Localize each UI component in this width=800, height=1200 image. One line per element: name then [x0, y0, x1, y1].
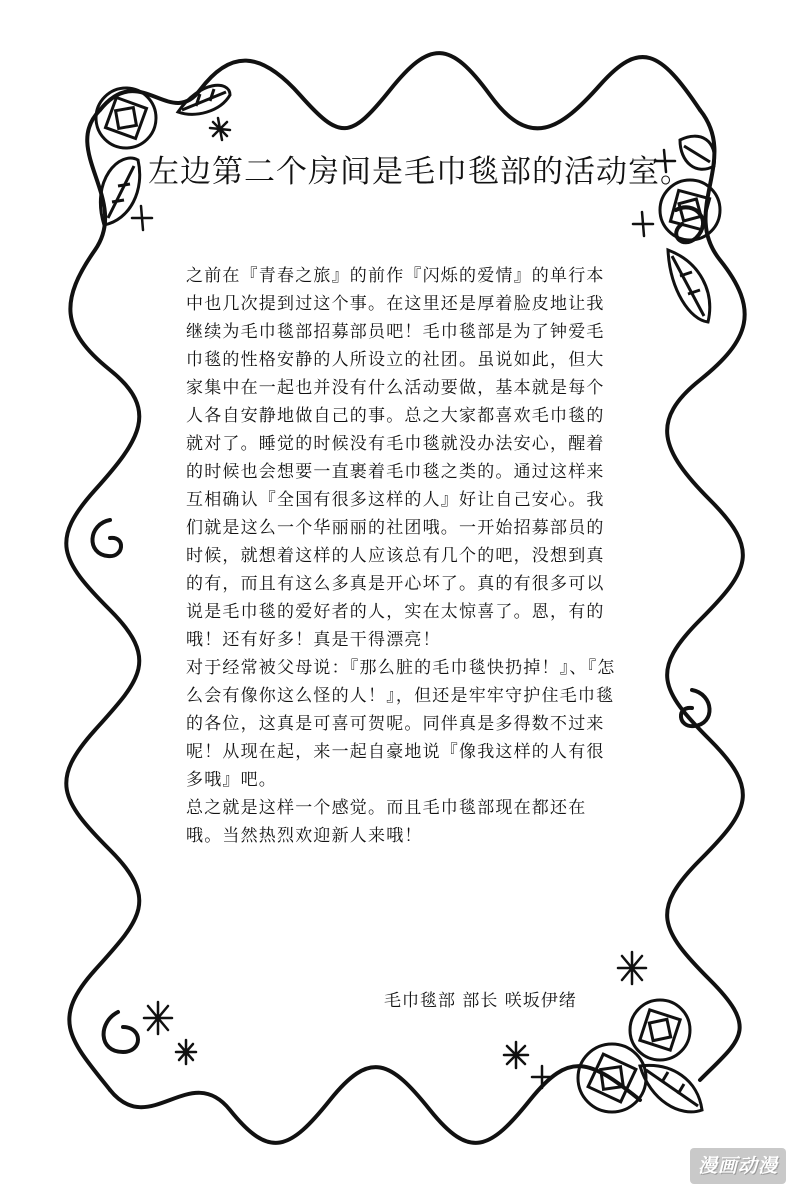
paragraph: 之前在『青春之旅』的前作『闪烁的爱情』的单行本中也几次提到过这个事。在这里还是厚着脸皮地让我继续为毛巾毯部招募部员吧！毛巾毯部是为了钟爱毛巾毯的性格安静的人所设立的社团。虽说如此，但大家集中在一起也并没有什么活动要做，基本就是每个人各自安静地做自己的事。总之大家都喜欢毛巾毯的就对了。睡觉的时候没有毛巾毯就没办法安心，醒着的时候也会想要一直裹着毛巾毯之类的。通过这样来互相确认『全国有很多这样的人』好让自己安心。我们就是这么一个华丽丽的社团哦。一开始招募部员的时候，就想着这样的人应该总有几个的吧，没想到真的有，而且有这么多真是开心坏了。真的有很多可以说是毛巾毯的爱好者的人，实在太惊喜了。恩，有的哦！还有好多！真是干得漂亮！: [186, 266, 605, 650]
vine-curl: [681, 690, 710, 726]
watermark-logo: 漫画动漫: [690, 1148, 786, 1184]
page-title: 左边第二个房间是毛巾毯部的活动室。: [148, 154, 692, 190]
signature: 毛巾毯部 部长 咲坂伊绪: [384, 991, 577, 1011]
vine-curl: [92, 520, 121, 556]
vine-left: [66, 110, 139, 1090]
body-text: [186, 262, 616, 850]
paragraph: 对于经常被父母说：『那么脏的毛巾毯快扔掉！』、『怎么会有像你这么怪的人！』，但还是牢牢守护住毛巾毯的各位，这真是可喜可贺呢。同伴真是多得数不过来呢！从现在起，来一起自豪地说『像我这样的人有很多哦』吧。: [186, 658, 616, 790]
rose-icon: [96, 88, 156, 148]
leaf-icon: [640, 1065, 702, 1111]
vine-top: [100, 53, 700, 128]
vine-curl: [104, 1012, 138, 1052]
leaf-icon: [668, 250, 710, 322]
vine-bottom: [110, 1066, 640, 1143]
paragraph: 总之就是这样一个感觉。而且毛巾毯部现在都还在哦。当然热烈欢迎新人来哦！: [186, 798, 587, 846]
